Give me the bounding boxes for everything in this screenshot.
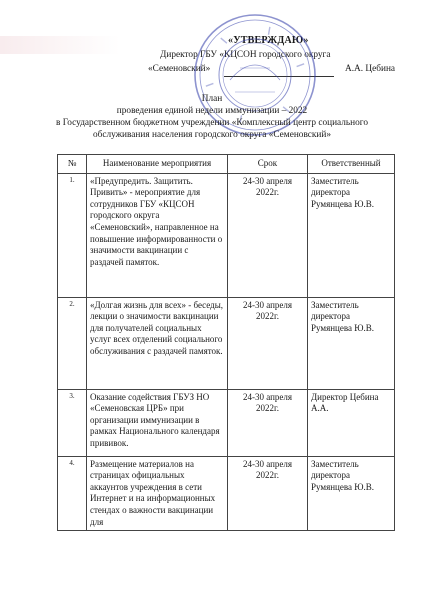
row-term: 24-30 апреля 2022г.	[228, 173, 308, 297]
row-term: 24-30 апреля 2022г.	[228, 456, 308, 531]
header-num: №	[58, 155, 87, 174]
header-term: Срок	[228, 155, 308, 174]
row-number: 3.	[58, 389, 87, 456]
row-term: 24-30 апреля 2022г.	[228, 389, 308, 456]
row-event: Оказание содействия ГБУЗ НО «Семеновская ЦРБ» при организации иммунизации в рамках Национального календаря прививок.	[87, 389, 228, 456]
approval-position: Директор ГБУ «КЦСОН городского округа	[160, 50, 331, 60]
bleed-through-mark	[0, 36, 120, 54]
row-number: 2.	[58, 297, 87, 389]
approval-org: «Семеновский»	[148, 64, 211, 74]
row-responsible: Заместитель директора Румянцева Ю.В.	[308, 297, 395, 389]
row-responsible: Заместитель директора Румянцева Ю.В.	[308, 456, 395, 531]
row-number: 1.	[58, 173, 87, 297]
plan-table	[57, 154, 395, 531]
title-line-3: обслуживания населения городского округа «Семеновский»	[92, 130, 332, 140]
title-line-1: проведения единой недели иммунизации – 2022	[116, 106, 308, 116]
table-header-row	[58, 155, 395, 174]
table-row	[58, 456, 395, 531]
table-row	[58, 389, 395, 456]
header-responsible: Ответственный	[308, 155, 395, 174]
row-responsible: Директор Цебина А.А.	[308, 389, 395, 456]
table-row	[58, 297, 395, 389]
row-term: 24-30 апреля 2022г.	[228, 297, 308, 389]
row-event: «Долгая жизнь для всех» - беседы, лекции о значимости вакцинации для получателей социальных услуг всех отделений социального обслуживания с раздачей памяток.	[87, 297, 228, 389]
document-title: План	[201, 94, 223, 104]
row-event: «Предупредить. Защитить. Привить» - мероприятие для сотрудников ГБУ «КЦСОН городского округа «Семеновский», направленное на повышение информированности о значимости вакцинации с раздачей памяток.	[87, 173, 228, 297]
row-responsible: Заместитель директора Румянцева Ю.В.	[308, 173, 395, 297]
row-number: 4.	[58, 456, 87, 531]
row-event: Размещение материалов на страницах официальных аккаунтов учреждения в сети Интернет и на информационных стендах о важности вакцинации для	[87, 456, 228, 531]
approval-stamp-text: «УТВЕРЖДАЮ»	[228, 35, 309, 46]
table-row	[58, 173, 395, 297]
title-line-2: в Государственном бюджетном учреждении «Комплексный центр социального	[55, 118, 369, 128]
approval-signer: А.А. Цебина	[345, 64, 396, 74]
header-name: Наименование мероприятия	[87, 155, 228, 174]
